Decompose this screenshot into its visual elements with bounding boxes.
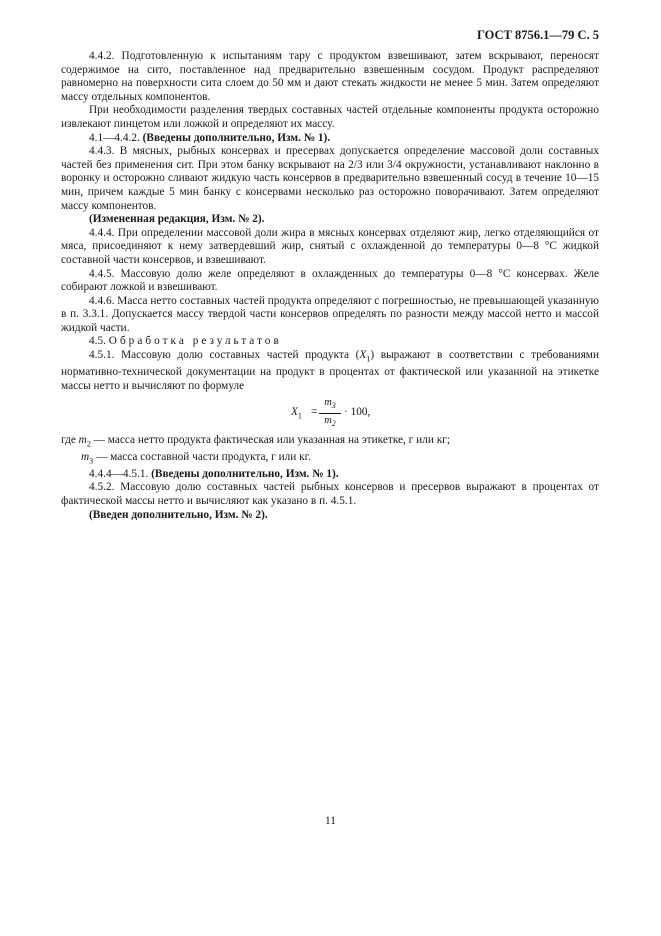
formula-denominator: $m_2$ [324,415,336,429]
formula-numerator: $m_3$ [319,396,341,414]
document-page [61,28,599,522]
paragraph-4-4-5: 4.4.5. Массовую долю желе определяют в охлажденных до температуры 0—8 °С консервах. Желе собирают ложкой и взвешивают. [61,267,599,294]
section-heading-4-5 [61,335,599,349]
clause-range: 4.4.4—4.5.1. [89,467,149,480]
variable-definition-m2: где $m_2$ — масса нетто продукта фактическая или указанная на этикетке, г или кг; [61,434,450,449]
amendment-note-1 [61,132,599,146]
section-number: 4.5. [89,335,106,348]
section-title: Обработка результатов [108,335,282,348]
paragraph-4-5-1: 4.5.1. Массовую долю составных частей продукта $(X_1)$ выражают в соответствии с требованиями нормативно-технической документации на продукт в процентах от фактической или указанной на этикетке массы нетто и вычисляют по формуле [61,349,599,392]
formula-equals: = [311,406,318,419]
formula [61,395,599,431]
paragraph-4-4-3: 4.4.3. В мясных, рыбных консервах и пресервах допускается определение массовой доли составных частей без применения сит. При этом банку вскрывают на 2/3 или 3/4 окружности, устанавливают наклонно в воронку и осторожно сливают жидкую часть консервов в предварительно взвешенный сосуд в течение 10—15 мин, причем каждые 5 мин банку с консервами несколько раз осторожно поворачивают. Затем определяют массу компонентов. [61,145,599,212]
paragraph-4-4-2: 4.4.2. Подготовленную к испытаниям тару с продуктом взвешивают, затем вскрывают, переносят содержимое на сито, поставленное над предварительно взвешенным сосудом. Продукт распределяют равномерно на поверхности сита слоем до 50 мм и дают стекать жидкости не менее 5 мин. Затем определяют массу отдельных компонентов. [61,50,599,103]
paragraph-separation: При необходимости разделения твердых составных частей отдельные компоненты продукта осторожно извлекают пинцетом или ложкой и определяют их массу. [61,104,599,130]
formula-lhs: $X_1$ [291,406,302,421]
page-number: 11 [325,815,336,827]
formula-fraction [319,396,341,430]
paragraph-4-5-2: 4.5.2. Массовую долю составных частей рыбных консервов и пресервов выражают в процентах от фактической массы нетто и вычисляют как указано в п. 4.5.1. [61,481,599,507]
amendment-note-3 [61,468,599,482]
page-header: ГОСТ 8756.1—79 С. 5 [476,28,599,42]
formula-multiplier: · 100, [344,406,371,419]
paragraph-4-4-6: 4.4.6. Масса нетто составных частей продукта определяют с погрешностью, не превышающей указанную в п. 3.3.1. Допускается массу твердой части консервов определять по разности между массой нетто и массой жидкой части. [61,294,599,334]
paragraph-4-4-4: 4.4.4. При определении массовой доли жира в мясных консервах отделяют жир, легко отделяющийся от мяса, присоединяют к нему затвердевший жир, снятый с охлажденной до температуры 0—8 °С жидкой составной части консервов, и взвешивают. [61,226,599,266]
amendment-label: (Введены дополнительно, Изм. № 1). [151,467,339,480]
amendment-label: (Введены дополнительно, Изм. № 1). [142,131,331,144]
amendment-note-2: (Измененная редакция, Изм. № 2). [89,213,265,226]
amendment-note-4: (Введен дополнительно, Изм. № 2). [89,508,268,521]
variable-definition-m3: $m_3$ — масса составной части продукта, г или кг. [81,450,311,466]
clause-range: 4.1—4.4.2. [89,131,140,144]
